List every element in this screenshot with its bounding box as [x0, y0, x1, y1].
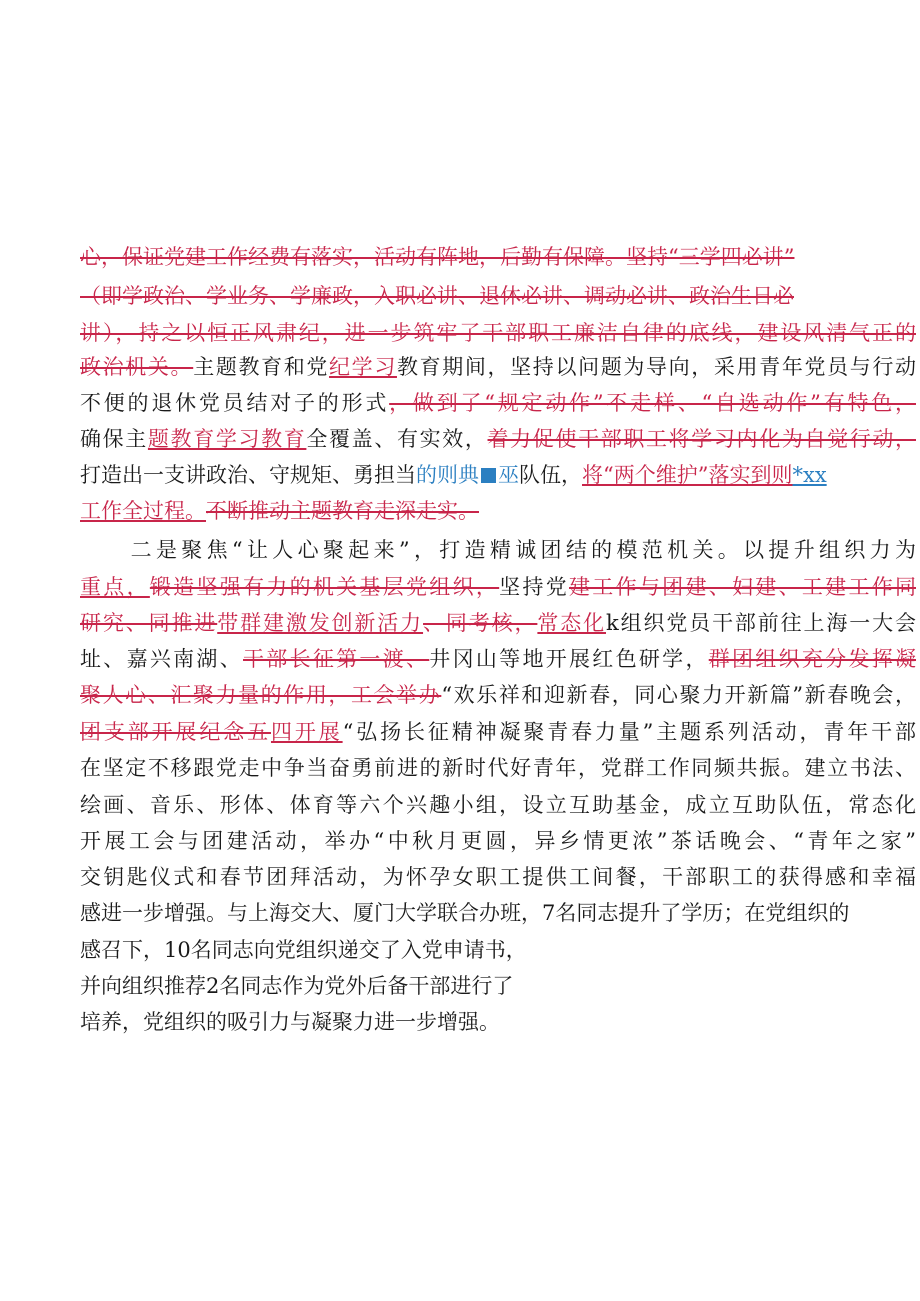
- body-text: 绘画、音乐、形体、体育等六个兴趣小组，设立互助基金，成立互助队伍，常态化: [80, 793, 916, 817]
- inserted-text: 巫: [498, 463, 519, 487]
- deleted-text: 心，保证党建工作经费有落实，活动有阵地，后勤有保障。坚持“三学四必讲”: [80, 245, 795, 269]
- text-line: [80, 572, 916, 602]
- body-text: k组织党员干部前往上海一大会: [606, 611, 916, 635]
- deleted-text: 团支部开展纪念五: [80, 720, 271, 744]
- text-line: [80, 535, 916, 565]
- square-mark-icon: [481, 468, 496, 483]
- text-line: [80, 460, 916, 490]
- text-line: [80, 608, 916, 638]
- deleted-text: 讲），持之以恒正风肃纪，进一步筑牢了干部职工廉洁自律的底线，建设风清气正的: [80, 321, 916, 345]
- body-text: 队伍，: [519, 463, 582, 487]
- inserted-text: 纪学习: [329, 355, 397, 379]
- body-text: 主题教育和党: [193, 355, 330, 379]
- deleted-text: 干部长征第一渡、: [243, 647, 430, 671]
- body-text: “弘扬长征精神凝聚青春力量”主题系列活动，青年干部: [342, 720, 916, 744]
- inserted-text: 工作全过程。: [80, 499, 206, 523]
- text-line: [80, 717, 916, 747]
- body-text: 全覆盖、有实效，: [306, 427, 488, 451]
- deleted-text: （即学政治、学业务、学廉政，入职必讲、退休必讲、调动必讲、政治生日必: [80, 284, 794, 308]
- text-line: [80, 644, 916, 674]
- text-line: [80, 352, 916, 382]
- text-line: [80, 790, 916, 820]
- inserted-text: 常态化: [537, 611, 606, 635]
- body-text: 期间，坚持以问题为导向，采用青年党员与行动: [442, 355, 916, 379]
- body-text: 坚持党: [499, 575, 570, 599]
- body-text: 二是聚焦“让人心聚起来”，打造精诚团结的模范机关。以提升组织力为: [80, 538, 916, 562]
- text-line: [80, 1007, 916, 1037]
- text-line: [80, 496, 916, 526]
- text-line: [80, 318, 916, 348]
- body-text: 交钥匙仪式和春节团拜活动，为怀孕女职工提供工间餐，干部职工的获得感和幸福: [80, 865, 916, 889]
- deleted-text: 、同考核，: [423, 611, 538, 635]
- body-text: 确保主: [80, 427, 148, 451]
- deleted-text: 着力促使干部职工将学习内化为自觉行动，: [487, 427, 916, 451]
- body-text: “欢乐祥和迎新春，同心聚力开新篇”新春晚会，: [441, 683, 916, 707]
- body-text: 打造出一支讲政治、守规矩、勇担当: [80, 463, 416, 487]
- inserted-text: 题教育学习教育: [147, 427, 307, 451]
- body-text: 址、嘉兴南湖、: [80, 647, 243, 671]
- text-line: [80, 424, 916, 454]
- text-line: [80, 862, 916, 892]
- body-text: 感召下，10名同志向党组织递交了入党申请书，: [80, 938, 527, 962]
- deleted-text: ，做到了“规定动作”不走样、“自选动作”有特色，: [389, 391, 916, 415]
- inserted-text: 带群建激发创新活力: [217, 611, 424, 635]
- deleted-text: 研究、同推进: [80, 611, 218, 635]
- body-text: 教育: [396, 355, 443, 379]
- deleted-text: 群团组织充分发挥凝: [708, 647, 916, 671]
- text-line: [80, 826, 916, 856]
- inserted-text: 重点，: [80, 575, 150, 599]
- body-text: 开展工会与团建活动，举办“中秋月更圆，异乡情更浓”茶话晚会、“青年之家”: [80, 829, 916, 853]
- deleted-text: 政治机关。: [80, 355, 194, 379]
- text-line: [80, 680, 916, 710]
- text-line: [80, 753, 916, 783]
- inserted-text: 将“两个维护”落实到则: [582, 463, 793, 487]
- text-line: [80, 898, 916, 928]
- text-line: [80, 281, 916, 311]
- body-text: 井冈山等地开展红色研学，: [429, 647, 709, 671]
- deleted-text: 建工作与团建、妇建、工建工作同: [569, 575, 916, 599]
- deleted-text: 聚人心、汇聚力量的作用，工会举办: [80, 683, 442, 707]
- body-text: 感进一步增强。与上海交大、厦门大学联合办班，7名同志提升了学历；在党组织的: [80, 901, 850, 925]
- text-line: [80, 388, 916, 418]
- body-text: 在坚定不移跟党走中争当奋勇前进的新时代好青年，党群工作同频共振。建立书法、: [80, 756, 916, 780]
- text-line: [80, 935, 916, 965]
- text-line: [80, 242, 916, 272]
- body-text: 并向组织推荐2名同志作为党外后备干部进行了: [80, 974, 514, 998]
- deleted-text: 锻造坚强有力的机关基层党组织，: [149, 575, 500, 599]
- text-line: [80, 971, 916, 1001]
- deleted-text: 不断推动主题教育走深走实。: [206, 499, 479, 523]
- body-text: 培养，党组织的吸引力与凝聚力进一步增强。: [80, 1010, 500, 1034]
- inserted-text: 四开展: [270, 720, 343, 744]
- body-text: 不便的退休党员结对子的形式: [80, 391, 390, 415]
- inserted-text: *xx: [792, 463, 827, 487]
- inserted-text: 的则典: [416, 463, 479, 487]
